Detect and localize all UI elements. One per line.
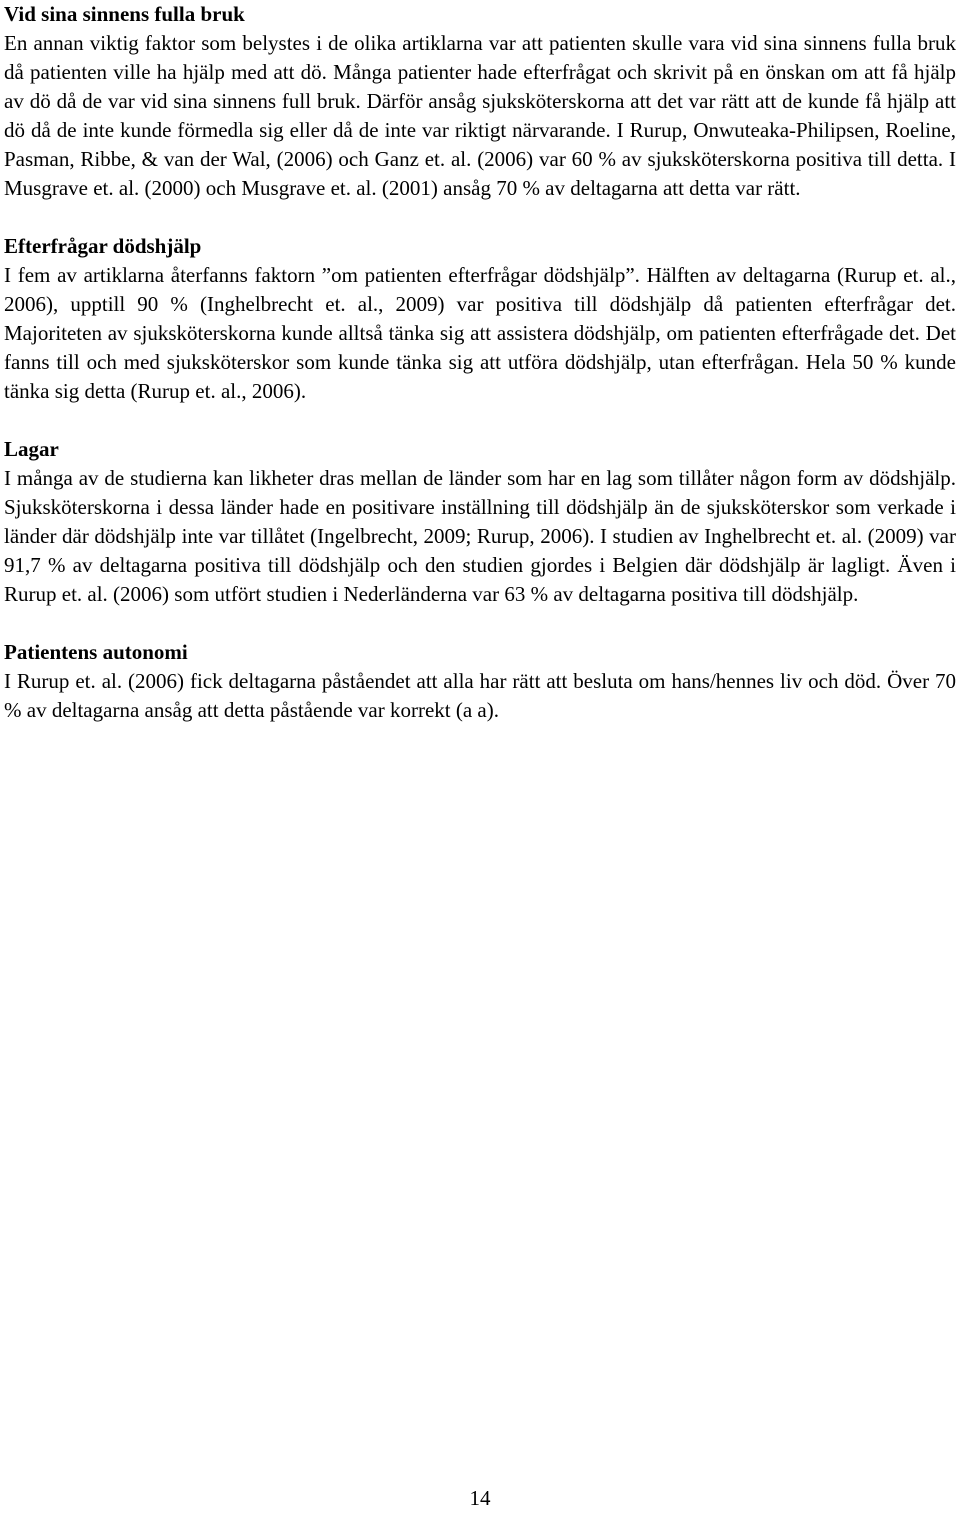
section-paragraph: I många av de studierna kan likheter dras mellan de länder som har en lag som tillåter någon form av dödshjälp. Sjuksköterskorna i dessa länder hade en positivare inställning till dödshjälp än de sjuksköterskor som verkade i länder där dödshjälp inte var tillåtet (Ingelbrecht, 2009; Rurup, 2006). I studien av Inghelbrecht et. al. (2009) var 91,7 % av deltagarna positiva till dödshjälp och den studien gjordes i Belgien där dödshjälp är lagligt. Även i Rurup et. al. (2006) som utfört studien i Nederländerna var 63 % av deltagarna positiva till dödshjälp. xyxy=(4,466,956,606)
section-heading: Efterfrågar dödshjälp xyxy=(4,234,202,258)
paragraph-spacer xyxy=(4,203,956,232)
section-vid-sina-sinnens-fulla-bruk xyxy=(4,0,956,203)
section-paragraph: En annan viktig faktor som belystes i de olika artiklarna var att patienten skulle vara vid sina sinnens fulla bruk då patienten ville ha hjälp med att dö. Många patienter hade efterfrågat och skrivit på en önskan om att få hjälp av dö då de var vid sina sinnens full bruk. Därför ansåg sjuksköterskorna att det var rätt att de kunde få hjälp att dö då de inte kunde förmedla sig eller då de inte var riktigt närvarande. I Rurup, Onwuteaka-Philipsen, Roeline, Pasman, Ribbe, & van der Wal, (2006) och Ganz et. al. (2006) var 60 % av sjuksköterskorna positiva till detta. I Musgrave et. al. (2000) och Musgrave et. al. (2001) ansåg 70 % av deltagarna att detta var rätt. xyxy=(4,31,956,200)
section-efterfragar-dodshjalp xyxy=(4,232,956,406)
section-lagar xyxy=(4,435,956,609)
section-paragraph: I Rurup et. al. (2006) fick deltagarna påståendet att alla har rätt att besluta om hans/hennes liv och död. Över 70 % av deltagarna ansåg att detta påstående var korrekt (a a). xyxy=(4,669,956,722)
document-content xyxy=(4,0,956,725)
section-paragraph: I fem av artiklarna återfanns faktorn ”om patienten efterfrågar dödshjälp”. Hälften av deltagarna (Rurup et. al., 2006), upptill 90 % (Inghelbrecht et. al., 2009) var positiva till dödshjälp då patienten efterfrågar det. Majoriteten av sjuksköterskorna kunde alltså tänka sig att assistera dödshjälp, om patienten efterfrågade det. Det fanns till och med sjuksköterskor som kunde tänka sig att utföra dödshjälp, utan efterfrågan. Hela 50 % kunde tänka sig detta (Rurup et. al., 2006). xyxy=(4,263,956,403)
section-heading: Patientens autonomi xyxy=(4,640,188,664)
page-number: 14 xyxy=(469,1486,491,1510)
paragraph-spacer xyxy=(4,609,956,638)
section-heading: Vid sina sinnens fulla bruk xyxy=(4,2,245,26)
section-heading: Lagar xyxy=(4,437,59,461)
section-patientens-autonomi xyxy=(4,638,956,725)
paragraph-spacer xyxy=(4,406,956,435)
